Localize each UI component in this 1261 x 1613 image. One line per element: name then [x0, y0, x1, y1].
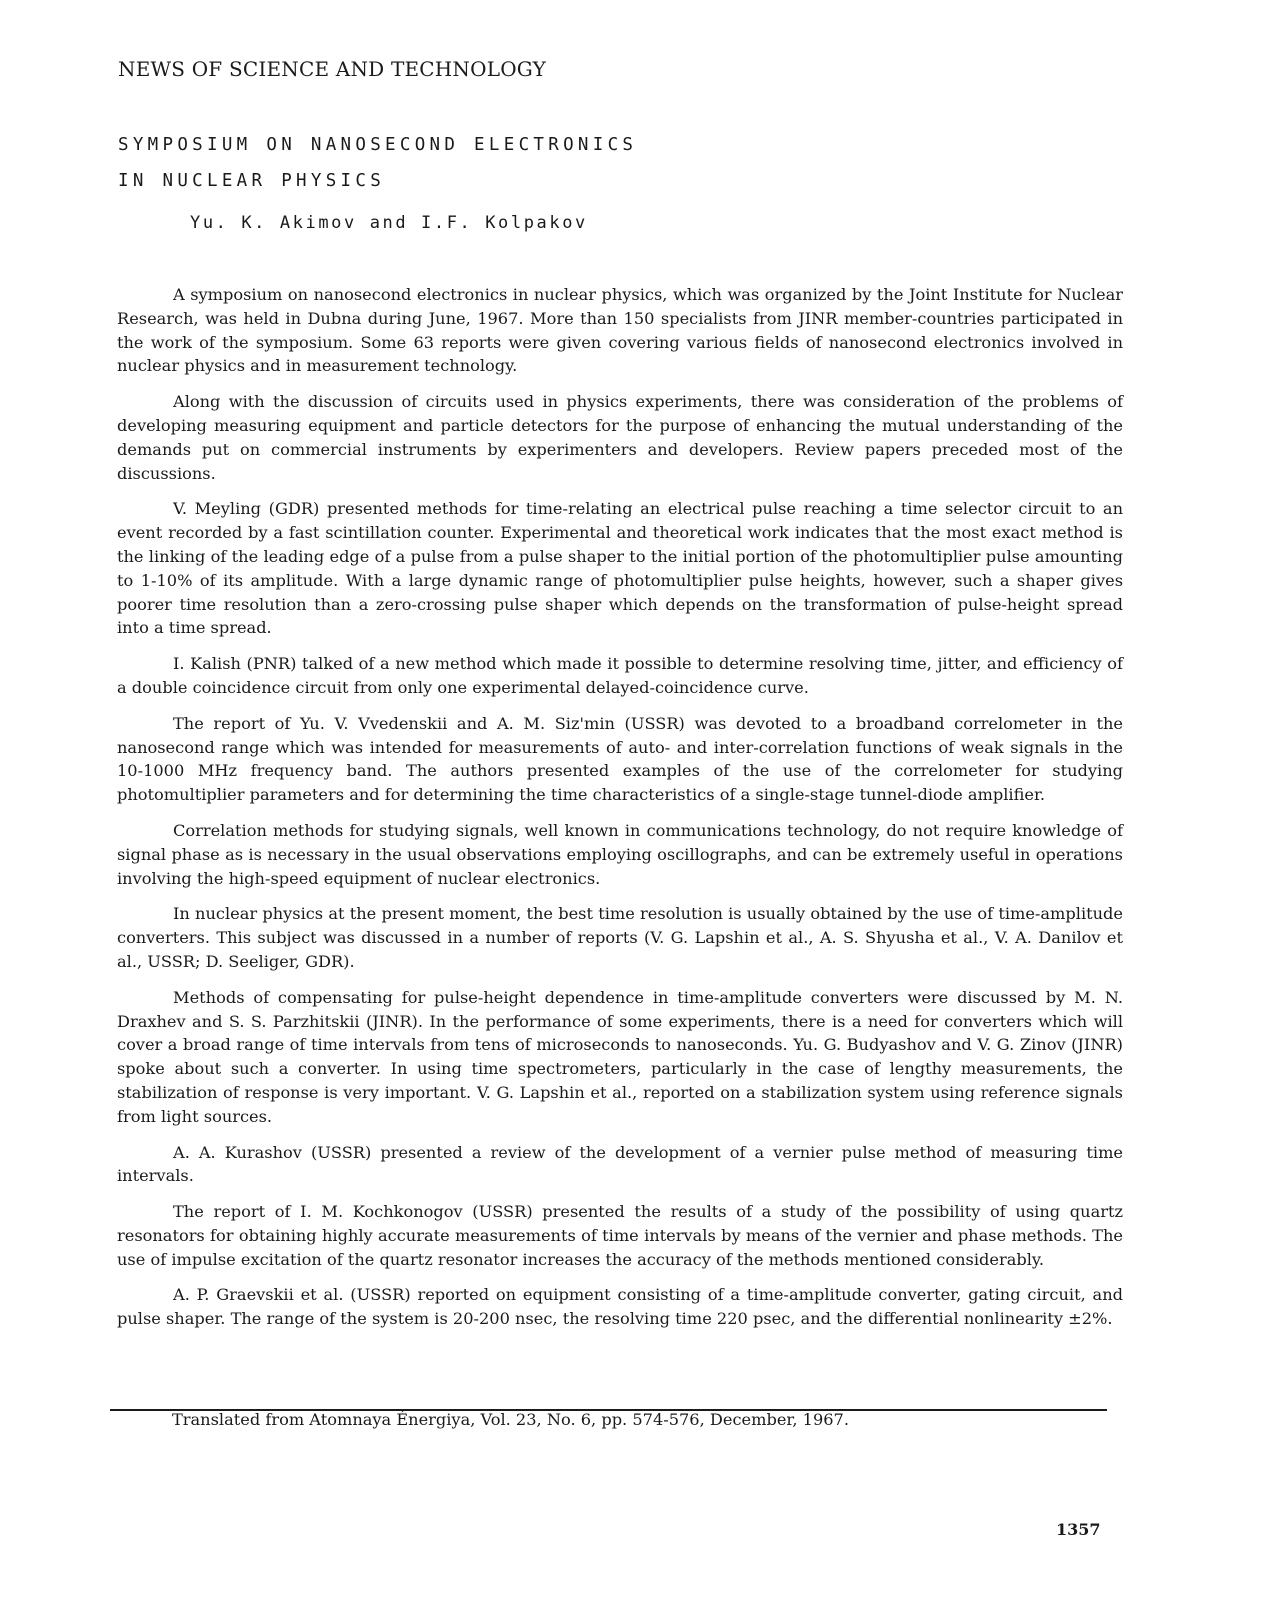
- article-title: [118, 127, 637, 199]
- paragraph: A. P. Graevskii et al. (USSR) reported on equipment consisting of a time-amplitude converter, gating circuit, and pulse shaper. The range of the system is 20-200 nsec, the resolving time 220 psec, and the differential nonlinearity ±2%.: [117, 1285, 1123, 1329]
- paragraph: The report of Yu. V. Vvedenskii and A. M. Siz'min (USSR) was devoted to a broadband correlometer in the nanosecond range which was intended for measurements of auto- and inter-correlation functions of weak signals in the 10-1000 MHz frequency band. The authors presented examples of the use of the correlometer for studying photomultiplier parameters and for determining the time characteristics of a single-stage tunnel-diode amplifier.: [117, 713, 1123, 805]
- paragraph: V. Meyling (GDR) presented methods for time-relating an electrical pulse reaching a time selector circuit to an event recorded by a fast scintillation counter. Experimental and theoretical work indicates that the most exact method is the linking of the leading edge of a pulse from a pulse shaper to the initial portion of the photomultiplier pulse amounting to 1-10% of its amplitude. With a large dynamic range of photomultiplier pulse heights, however, such a shaper gives poorer time resolution than a zero-crossing pulse shaper which depends on the transformation of pulse-height spread into a time spread.: [117, 499, 1123, 638]
- page-number: 1357: [1056, 1520, 1101, 1539]
- translation-footnote: Translated from Atomnaya Énergiya, Vol. 23, No. 6, pp. 574-576, December, 1967.: [172, 1410, 849, 1429]
- article-title-line-1: SYMPOSIUM ON NANOSECOND ELECTRONICS: [118, 135, 638, 155]
- paragraph: In nuclear physics at the present moment, the best time resolution is usually obtained by the use of time-amplitude converters. This subject was discussed in a number of reports (V. G. Lapshin et al., A. S. Shyusha et al., V. A. Danilov et al., USSR; D. Seeliger, GDR).: [117, 904, 1123, 971]
- article-body: [117, 283, 1123, 1331]
- paragraph: Along with the discussion of circuits used in physics experiments, there was consideration of the problems of developing measuring equipment and particle detectors for the purpose of enhancing the mutual understanding of the demands put on commercial instruments by experimenters and developers. Review papers preceded most of the discussions.: [117, 392, 1123, 483]
- paragraph: A symposium on nanosecond electronics in nuclear physics, which was organized by the Joint Institute for Nuclear Research, was held in Dubna during June, 1967. More than 150 specialists from JINR member-countries participated in the work of the symposium. Some 63 reports were given covering various fields of nanosecond electronics involved in nuclear physics and in measurement technology.: [117, 285, 1123, 376]
- paragraph: Correlation methods for studying signals, well known in communications technology, do not require knowledge of signal phase as is necessary in the usual observations employing oscillographs, and can be extremely useful in operations involving the high-speed equipment of nuclear electronics.: [117, 820, 1123, 888]
- section-header: NEWS OF SCIENCE AND TECHNOLOGY: [118, 57, 547, 81]
- paragraph: I. Kalish (PNR) talked of a new method which made it possible to determine resolving time, jitter, and efficiency of a double coincidence circuit from only one experimental delayed-coincidence curve.: [117, 654, 1123, 697]
- paragraph: A. A. Kurashov (USSR) presented a review of the development of a vernier pulse method of measuring time intervals.: [117, 1142, 1123, 1186]
- article-title-line-2: IN NUCLEAR PHYSICS: [118, 171, 386, 191]
- article-authors: Yu. K. Akimov and I.F. Kolpakov: [190, 213, 588, 233]
- paragraph: Methods of compensating for pulse-height dependence in time-amplitude converters were discussed by M. N. Draxhev and S. S. Parzhitskii (JINR). In the performance of some experiments, there is a need for converters which will cover a broad range of time intervals from tens of microseconds to nanoseconds. Yu. G. Budyashov and V. G. Zinov (JINR) spoke about such a converter. In using time spectrometers, particularly in the case of lengthy measurements, the stabilization of response is very important. V. G. Lapshin et al., reported on a stabilization system using reference signals from light sources.: [117, 987, 1123, 1126]
- paragraph: The report of I. M. Kochkonogov (USSR) presented the results of a study of the possibility of using quartz resonators for obtaining highly accurate measurements of time intervals by means of the vernier and phase methods. The use of impulse excitation of the quartz resonator increases the accuracy of the methods mentioned considerably.: [117, 1202, 1123, 1269]
